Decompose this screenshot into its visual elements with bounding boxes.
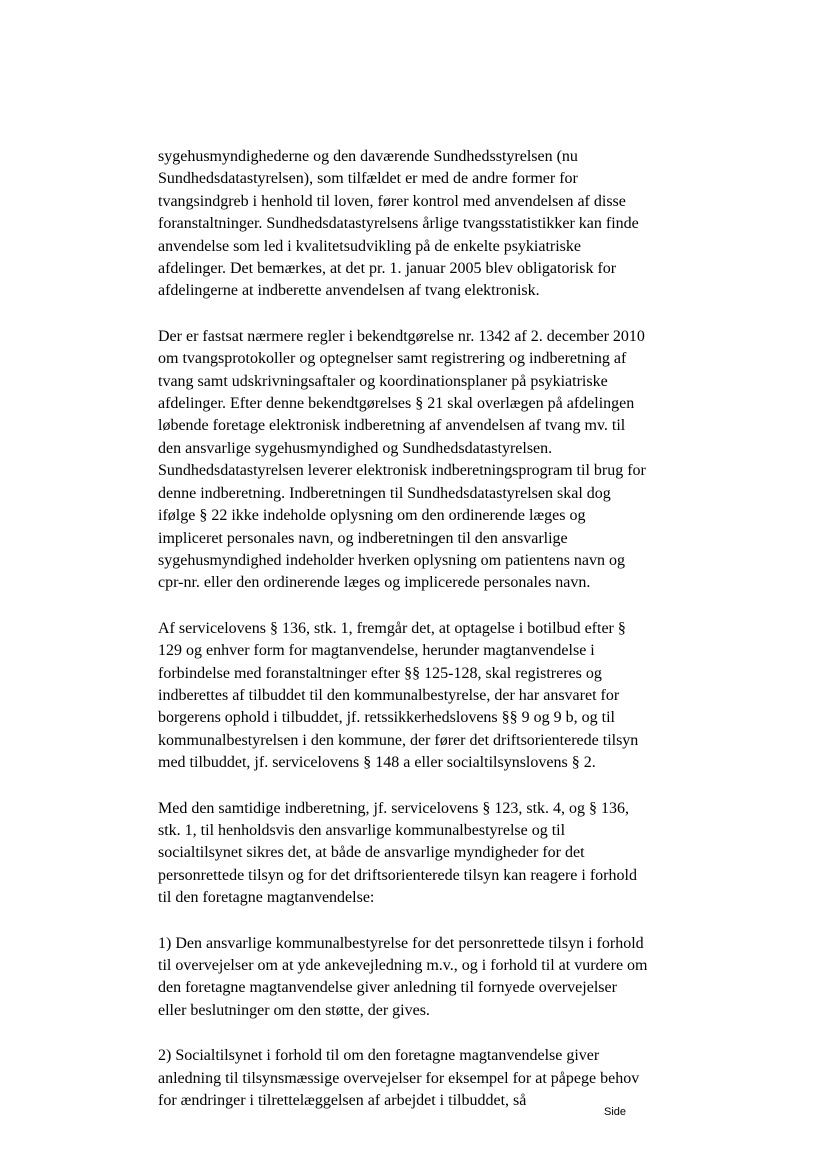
text-line: tvang samt udskrivningsaftaler og koordinationsplaner på psykiatriske bbox=[158, 372, 608, 390]
text-line: denne indberetning. Indberetningen til Sundhedsdatastyrelsen skal dog bbox=[158, 484, 611, 502]
text-line: for ændringer i tilrettelæggelsen af arbejdet i tilbuddet, så bbox=[158, 1092, 527, 1110]
text-line: sygehusmyndighed indeholder hverken oplysning om patientens navn og bbox=[158, 551, 626, 569]
text-line: eller beslutninger om den støtte, der gives. bbox=[158, 1001, 430, 1019]
text-line: afdelinger. Det bemærkes, at det pr. 1. januar 2005 blev obligatorisk for bbox=[158, 260, 617, 278]
text-line: om tvangsprotokoller og optegnelser samt registrering og indberetning af bbox=[158, 350, 627, 368]
text-line: tvangsindgreb i henhold til loven, fører kontrol med anvendelsen af disse bbox=[158, 192, 626, 210]
paragraph bbox=[158, 798, 678, 910]
text-line: personrettede tilsyn og for det driftsorienterede tilsyn kan reagere i forhold bbox=[158, 866, 637, 884]
paragraph bbox=[158, 618, 678, 775]
text-line: forbindelse med foranstaltninger efter §§ 125-128, skal registreres og bbox=[158, 664, 602, 682]
text-line: anvendelse som led i kvalitetsudvikling på de enkelte psykiatriske bbox=[158, 237, 582, 255]
paragraph bbox=[158, 933, 678, 1023]
text-line: socialtilsynet sikres det, at både de ansvarlige myndigheder for det bbox=[158, 844, 585, 862]
text-line: afdelinger. Efter denne bekendtgørelses § 21 skal overlægen på afdelingen bbox=[158, 395, 635, 413]
page-footer-label: Side bbox=[604, 1106, 627, 1118]
text-line: til den foretagne magtanvendelse: bbox=[158, 889, 375, 907]
text-line: cpr-nr. eller den ordinerende læges og implicerede personales navn. bbox=[158, 574, 591, 592]
text-line: afdelingerne at indberette anvendelsen af tvang elektronisk. bbox=[158, 282, 540, 300]
text-line: 2) Socialtilsynet i forhold til om den foretagne magtanvendelse giver bbox=[158, 1047, 600, 1065]
paragraph bbox=[158, 146, 678, 303]
text-line: 129 og enhver form for magtanvendelse, herunder magtanvendelse i bbox=[158, 642, 595, 660]
text-line: med tilbuddet, jf. servicelovens § 148 a eller socialtilsynslovens § 2. bbox=[158, 754, 596, 772]
text-line: Sundhedsdatastyrelsen leverer elektronisk indberetningsprogram til brug for bbox=[158, 462, 646, 480]
text-line: borgerens ophold i tilbuddet, jf. retssikkerhedslovens §§ 9 og 9 b, og til bbox=[158, 709, 615, 727]
text-line: ifølge § 22 ikke indeholde oplysning om den ordinerende læges og bbox=[158, 507, 586, 525]
text-line: 1) Den ansvarlige kommunalbestyrelse for det personrettede tilsyn i forhold bbox=[158, 934, 644, 952]
text-line: Der er fastsat nærmere regler i bekendtgørelse nr. 1342 af 2. december 2010 bbox=[158, 327, 645, 345]
text-line: den ansvarlige sygehusmyndighed og Sundhedsdatastyrelsen. bbox=[158, 439, 553, 457]
text-line: anledning til tilsynsmæssige overvejelser for eksempel for at påpege behov bbox=[158, 1069, 640, 1087]
paragraph bbox=[158, 326, 678, 595]
text-line: stk. 1, til henholdsvis den ansvarlige kommunalbestyrelse og til bbox=[158, 821, 566, 839]
text-line: foranstaltninger. Sundhedsdatastyrelsens årlige tvangsstatistikker kan finde bbox=[158, 215, 639, 233]
text-line: til overvejelser om at yde ankevejledning m.v., og i forhold til at vurdere om bbox=[158, 957, 648, 974]
text-line: Sundhedsdatastyrelsen), som tilfældet er med de andre former for bbox=[158, 170, 578, 188]
text-line: sygehusmyndighederne og den daværende Sundhedsstyrelsen (nu bbox=[158, 148, 578, 165]
body-text bbox=[158, 146, 678, 1135]
text-line: Af servicelovens § 136, stk. 1, fremgår det, at optagelse i botilbud efter § bbox=[158, 619, 626, 637]
text-line: løbende foretage elektronisk indberetning af anvendelsen af tvang mv. til bbox=[158, 417, 626, 435]
text-line: den foretagne magtanvendelse giver anledning til fornyede overvejelser bbox=[158, 979, 617, 997]
paragraph bbox=[158, 1045, 678, 1112]
text-line: indberettes af tilbuddet til den kommunalbestyrelse, der har ansvaret for bbox=[158, 686, 620, 704]
text-line: impliceret personales navn, og indberetningen til den ansvarlige bbox=[158, 529, 568, 547]
text-line: Med den samtidige indberetning, jf. servicelovens § 123, stk. 4, og § 136, bbox=[158, 799, 630, 817]
text-line: kommunalbestyrelsen i den kommune, der fører det driftsorienterede tilsyn bbox=[158, 731, 639, 749]
